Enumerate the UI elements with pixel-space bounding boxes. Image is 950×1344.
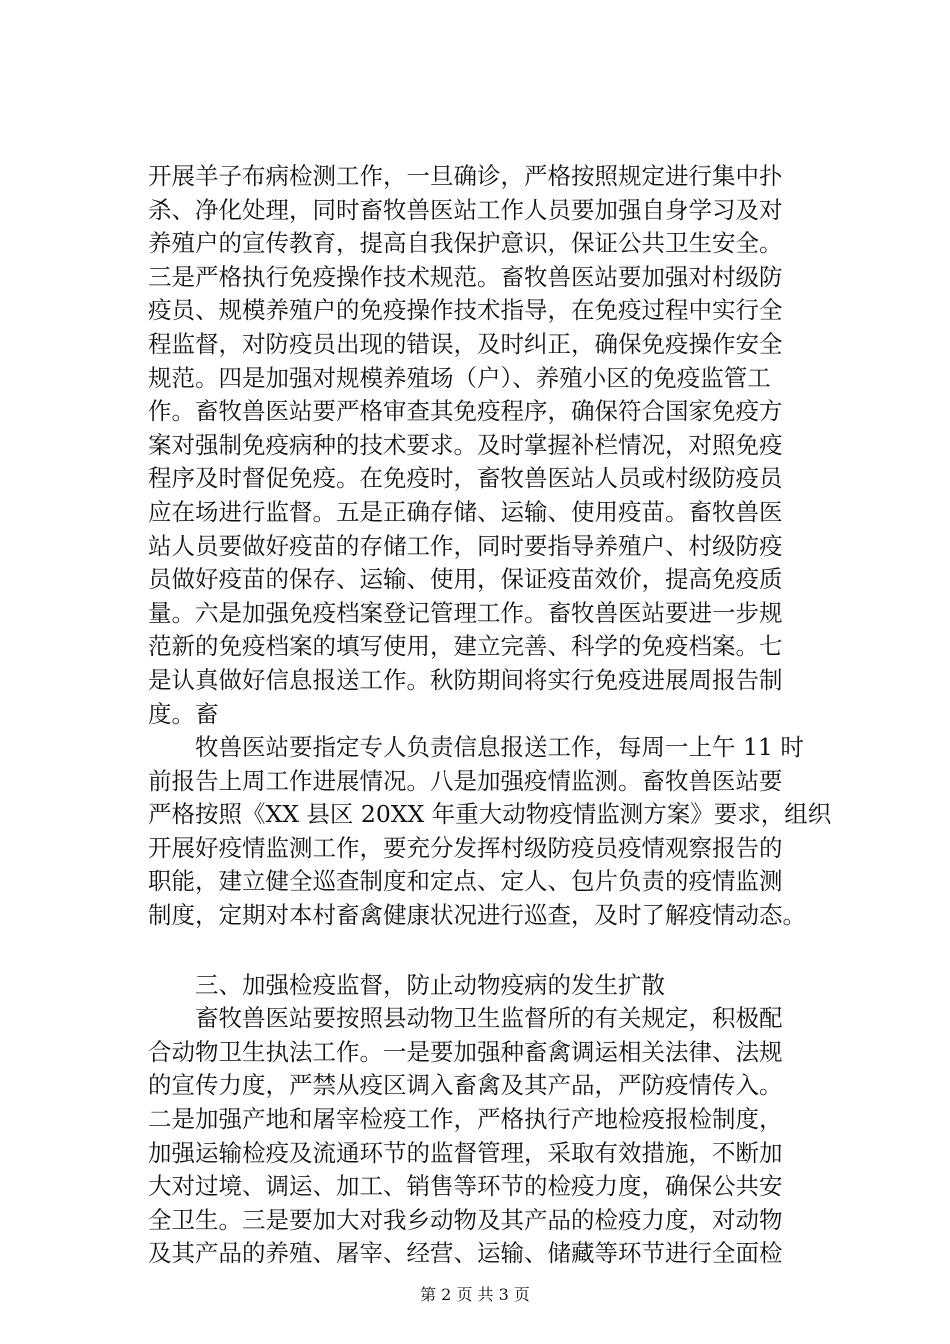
- page-footer: 第 2 页 共 3 页: [420, 1285, 530, 1304]
- text-line: 度。畜: [148, 699, 219, 728]
- text-line: 量。六是加强免疫档案登记管理工作。畜牧兽医站要进一步规: [148, 598, 783, 627]
- text-line: 二是加强产地和屠宰检疫工作，严格执行产地检疫报检制度，: [148, 1105, 783, 1134]
- section-heading: 三、加强检疫监督，防止动物疫病的发生扩散: [195, 970, 665, 999]
- text-line: 员做好疫苗的保存、运输、使用，保证疫苗效价，提高免疫质: [148, 565, 783, 594]
- text-line: 及其产品的养殖、屠宰、经营、运输、储藏等环节进行全面检: [148, 1239, 783, 1268]
- text-line: 疫员、规模养殖户的免疫操作技术指导，在免疫过程中实行全: [148, 296, 783, 325]
- text-line: 作。畜牧兽医站要严格审查其免疫程序，确保符合国家免疫方: [148, 397, 783, 426]
- text-line: 制度，定期对本村畜禽健康状况进行巡查，及时了解疫情动态。: [148, 901, 806, 930]
- text-line: 杀、净化处理，同时畜牧兽医站工作人员要加强自身学习及对: [148, 195, 783, 224]
- paragraph-2: [148, 731, 832, 933]
- document-body: [148, 160, 832, 1271]
- text-line: 站人员要做好疫苗的存储工作，同时要指导养殖户、村级防疫: [148, 531, 783, 560]
- text-line: 全卫生。三是要加大对我乡动物及其产品的检疫力度，对动物: [148, 1205, 783, 1234]
- text-line: 是认真做好信息报送工作。秋防期间将实行免疫进展周报告制: [148, 665, 783, 694]
- text-line: 程监督，对防疫员出现的错误，及时纠正，确保免疫操作安全: [148, 329, 783, 358]
- paragraph-1: [148, 160, 828, 731]
- text-line: 应在场进行监督。五是正确存储、运输、使用疫苗。畜牧兽医: [148, 497, 783, 526]
- text-line: 的宣传力度，严禁从疫区调入畜禽及其产品，严防疫情传入。: [148, 1071, 783, 1100]
- paragraph-3: [148, 1002, 828, 1271]
- text-line: 养殖户的宣传教育，提高自我保护意识，保证公共卫生安全。: [148, 229, 783, 258]
- text-line: 程序及时督促免疫。在免疫时，畜牧兽医站人员或村级防疫员: [148, 464, 783, 493]
- text-line: 牧兽医站要指定专人负责信息报送工作，每周一上午 11 时: [195, 733, 804, 762]
- text-line: 前报告上周工作进展情况。八是加强疫情监测。畜牧兽医站要: [148, 766, 783, 795]
- text-line: 开展羊子布病检测工作，一旦确诊，严格按照规定进行集中扑: [148, 162, 783, 190]
- text-line: 严格按照《XX 县区 20XX 年重大动物疫情监测方案》要求，组织: [148, 800, 832, 829]
- text-line: 畜牧兽医站要按照县动物卫生监督所的有关规定，积极配: [195, 1004, 783, 1033]
- text-line: 规范。四是加强对规模养殖场（户）、养殖小区的免疫监管工: [148, 363, 771, 392]
- text-line: 合动物卫生执法工作。一是要加强种畜禽调运相关法律、法规: [148, 1037, 783, 1066]
- text-line: 范新的免疫档案的填写使用，建立完善、科学的免疫档案。七: [148, 632, 783, 661]
- text-line: 大对过境、调运、加工、销售等环节的检疫力度，确保公共安: [148, 1172, 783, 1201]
- paragraph-gap: [148, 933, 828, 969]
- text-line: 开展好疫情监测工作，要充分发挥村级防疫员疫情观察报告的: [148, 833, 783, 862]
- text-line: 职能，建立健全巡查制度和定点、定人、包片负责的疫情监测: [148, 867, 783, 896]
- text-line: 案对强制免疫病种的技术要求。及时掌握补栏情况，对照免疫: [148, 430, 783, 459]
- text-line: 三是严格执行免疫操作技术规范。畜牧兽医站要加强对村级防: [148, 262, 783, 291]
- text-line: 加强运输检疫及流通环节的监督管理，采取有效措施，不断加: [148, 1138, 783, 1167]
